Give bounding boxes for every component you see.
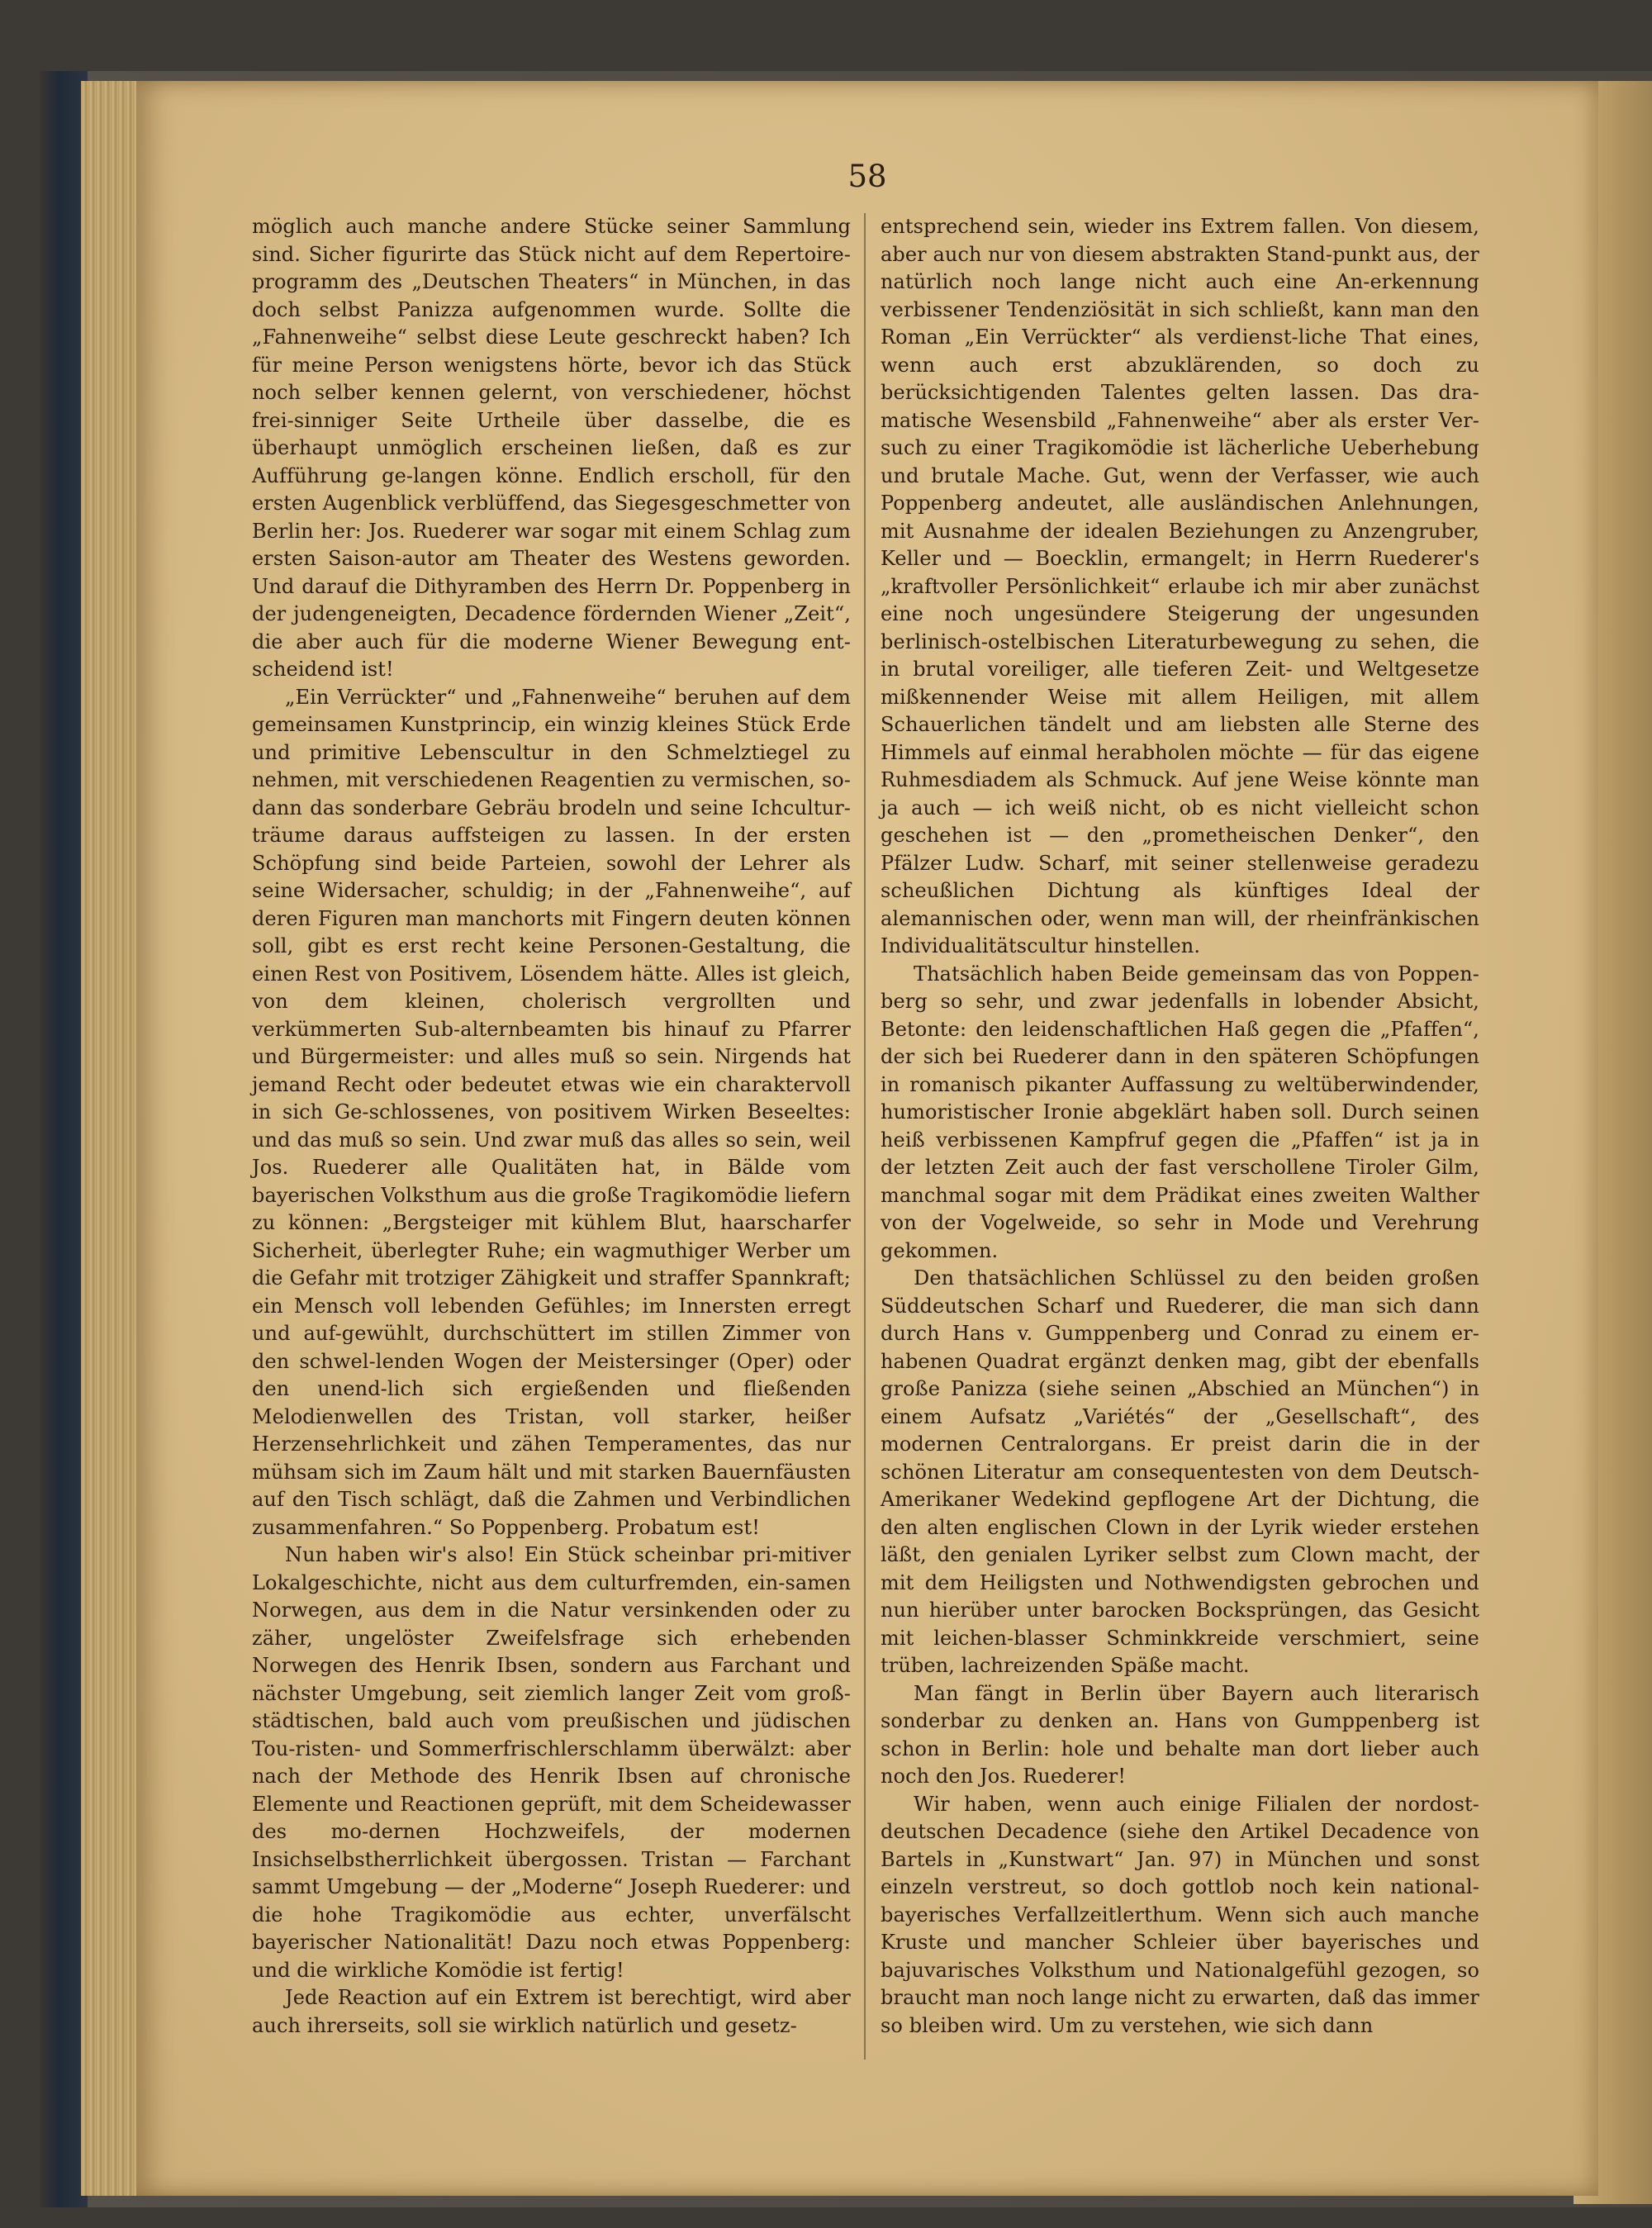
paragraph: Den thatsächlichen Schlüssel zu den beiden großen Süddeutschen Scharf und Ruederer, die man sich dann durch Hans v. Gumppenberg und Conrad zu einem er-habenen Quadrat ergänzt denken mag, gibt der ebenfalls große Panizza (siehe seinen „Abschied an München“) in einem Aufsatz „Variétés“ der „Gesellschaft“, des modernen Centralorgans. Er preist darin die in der schönen Literatur am consequentesten von dem Deutsch-Amerikaner Wedekind gepflogene Art der Dichtung, die den alten englischen Clown in der Lyrik wieder erstehen läßt, den genialen Lyriker selbst zum Clown macht, der mit dem Heiligsten und Nothwendigsten gebrochen und nun hierüber unter barocken Bocksprüngen, das Gesicht mit leichen-blasser Schminkkreide verschmiert, seine trüben, lachreizenden Späße macht.: [881, 1266, 1479, 1677]
column-divider: [864, 213, 866, 2059]
paragraph: „Ein Verrückter“ und „Fahnenweihe“ beruhen auf dem gemeinsamen Kunstprincip, ein winzig kleines Stück Erde und primitive Lebenscultur in den Schmelztiegel zu nehmen, mit verschiedenen Reagentien zu vermischen, so-dann das sonderbare Gebräu brodeln und seine Ichcultur-träume daraus auffsteigen zu lassen. In der ersten Schöpfung sind beide Parteien, sowohl der Lehrer als seine Widersacher, schuldig; in der „Fahnenweihe“, auf deren Figuren man manchorts mit Fingern deuten können soll, gibt es erst recht keine Personen-Gestaltung, die einen Rest von Positivem, Lösendem hätte. Alles ist gleich, von dem kleinen, cholerisch vergrollten und verkümmerten Sub-alternbeamten bis hinauf zu Pfarrer und Bürgermeister: und alles muß so sein. Nirgends hat jemand Recht oder bedeutet etwas wie ein charaktervoll in sich Ge-schlossenes, von positivem Wirken Beseeltes: und das muß so sein. Und zwar muß das alles so sein, weil Jos. Ruederer alle Qualitäten hat, in Bälde vom bayerischen Volksthum aus die große Tragikomödie liefern zu können: „Bergsteiger mit kühlem Blut, haarscharfer Sicherheit, überlegter Ruhe; ein wagmuthiger Werber um die Gefahr mit trotziger Zähigkeit und straffer Spannkraft; ein Mensch voll lebenden Gefühles; im Innersten erregt und auf-gewühlt, durchschüttert im stillen Zimmer von den schwel-lenden Wogen der Meistersinger (Oper) oder den unend-lich sich ergießenden und fließenden Melodienwellen des Tristan, voll starker, heißer Herzensehrlichkeit und zähen Temperamentes, das nur mühsam sich im Zaum hält und mit starken Bauernfäusten auf den Tisch schlägt, daß die Zahmen und Verbindlichen zusammenfahren.“ So Poppenberg. Probatum est!: [252, 685, 851, 1539]
page-number: 58: [847, 159, 887, 194]
text-column-left: [252, 213, 851, 2040]
paragraph: entsprechend sein, wieder ins Extrem fallen. Von diesem, aber auch nur von diesem abstrakten Stand-punkt aus, der natürlich noch lange nicht auch eine An-erkennung verbissener Tendenziösität in sich schließt, kann man den Roman „Ein Verrückter“ als verdienst-liche That eines, wenn auch erst abzuklärenden, so doch zu berücksichtigenden Talentes gelten lassen. Das dra-matische Wesensbild „Fahnenweihe“ aber als erster Ver-such zu einer Tragikomödie ist lächerliche Ueberhebung und brutale Mache. Gut, wenn der Verfasser, wie auch Poppenberg andeutet, alle ausländischen Anlehnungen, mit Ausnahme der idealen Beziehungen zu Anzengruber, Keller und — Boecklin, ermangelt; in Herrn Ruederer's „kraftvoller Persönlichkeit“ erlaube ich mir aber zunächst eine noch ungesündere Steigerung der ungesunden berlinisch-ostelbischen Literaturbewegung zu sehen, die in brutal voreiliger, alle tieferen Zeit- und Weltgesetze mißkennender Weise mit allem Heiligen, mit allem Schauerlichen tändelt und am liebsten alle Sterne des Himmels auf einmal herabholen möchte — für das eigene Ruhmesdiadem als Schmuck. Auf jene Weise könnte man ja auch — ich weiß nicht, ob es nicht vielleicht schon geschehen ist — den „prometheischen Denker“, den Pfälzer Ludw. Scharf, mit seiner stellenweise geradezu scheußlichen Dichtung als künftiges Ideal der alemannischen oder, wenn man will, der rheinfränkischen Individualitätscultur hinstellen.: [881, 215, 1479, 957]
paragraph: Nun haben wir's also! Ein Stück scheinbar pri-mitiver Lokalgeschichte, nicht aus dem culturfremden, ein-samen Norwegen, aus dem in die Natur versinkenden oder zu zäher, ungelöster Zweifelsfrage sich erhebenden Norwegen des Henrik Ibsen, sondern aus Farchant und nächster Umgebung, seit ziemlich langer Zeit vom groß-städtischen, bald auch vom preußischen und jüdischen Tou-risten- und Sommerfrischlerschlamm überwälzt: aber nach der Methode des Henrik Ibsen auf chronische Elemente und Reactionen geprüft, mit dem Scheidewasser des mo-dernen Hochzweifels, der modernen Insichselbstherrlichkeit übergossen. Tristan — Farchant sammt Umgebung — der „Moderne“ Joseph Ruederer: und die hohe Tragikomödie aus echter, unverfälscht bayerischer Nationalität! Dazu noch etwas Poppenberg: und die wirkliche Komödie ist fertig!: [252, 1543, 851, 1982]
text-column-right: [881, 213, 1479, 2040]
paragraph: möglich auch manche andere Stücke seiner Sammlung sind. Sicher figurirte das Stück nicht auf dem Repertoire-programm des „Deutschen Theaters“ in München, in das doch selbst Panizza aufgenommen wurde. Sollte die „Fahnenweihe“ selbst diese Leute geschreckt haben? Ich für meine Person wenigstens hörte, bevor ich das Stück noch selber kennen gelernt, von verschiedener, höchst frei-sinniger Seite Urtheile über dasselbe, die es überhaupt unmöglich erscheinen ließen, daß es zur Aufführung ge-langen könne. Endlich erscholl, für den ersten Augenblick verblüffend, das Siegesgeschmetter von Berlin her: Jos. Ruederer war sogar mit einem Schlag zum ersten Saison-autor am Theater des Westens geworden. Und darauf die Dithyramben des Herrn Dr. Poppenberg in der judengeneigten, Decadence fördernden Wiener „Zeit“, die aber auch für die moderne Wiener Bewegung ent-scheidend ist!: [252, 215, 851, 681]
paragraph: Man fängt in Berlin über Bayern auch literarisch sonderbar zu denken an. Hans von Gumppenberg ist schon in Berlin: hole und behalte man dort lieber auch noch den Jos. Ruederer!: [881, 1681, 1479, 1788]
paragraph: Thatsächlich haben Beide gemeinsam das von Poppen-berg so sehr, und zwar jedenfalls in lobender Absicht, Betonte: den leidenschaftlichen Haß gegen die „Pfaffen“, der sich bei Ruederer dann in den späteren Schöpfungen in romanisch pikanter Auffassung zu weltüberwindender, humoristischer Ironie abgeklärt haben soll. Durch seinen heiß verbissenen Kampfruf gegen die „Pfaffen“ ist ja in der letzten Zeit auch der fast verschollene Tiroler Gilm, manchmal sogar mit dem Prädikat eines zweiten Walther von der Vogelweide, so sehr in Mode und Verehrung gekommen.: [881, 962, 1479, 1262]
paragraph: Wir haben, wenn auch einige Filialen der nordost-deutschen Decadence (siehe den Artikel Decadence von Bartels in „Kunstwart“ Jan. 97) in München und sonst einzeln verstreut, so doch gottlob noch kein national-bayerisches Verfallzeitlerthum. Wenn sich auch manche Kruste und mancher Schleier über bayerisches und bajuvarisches Volksthum und Nationalgefühl gezogen, so braucht man noch lange nicht zu erwarten, daß das immer so bleiben wird. Um zu verstehen, wie sich dann: [881, 1792, 1479, 2037]
paragraph: Jede Reaction auf ein Extrem ist berechtigt, wird aber auch ihrerseits, soll sie wirklich natürlich und gesetz-: [252, 1986, 851, 2037]
